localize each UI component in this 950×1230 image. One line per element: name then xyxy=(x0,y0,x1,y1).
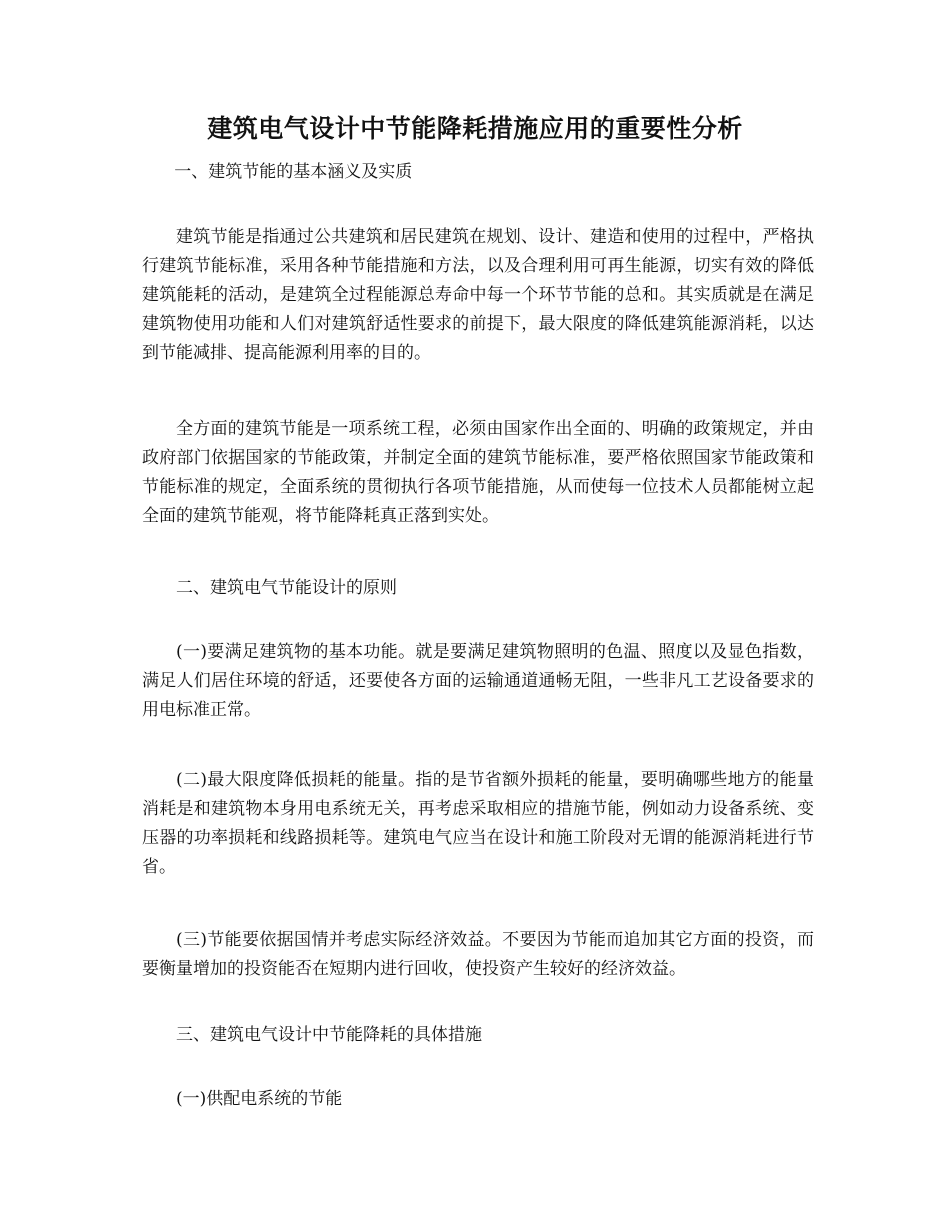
paragraph-3: (一)要满足建筑物的基本功能。就是要满足建筑物照明的色温、照度以及显色指数，满足人们居住环境的舒适，还要使各方面的运输通道通畅无阻，一些非凡工艺设备要求的用电标准正常。 xyxy=(142,642,814,720)
section-heading-2: 二、建筑电气节能设计的原则 xyxy=(176,578,397,598)
paragraph-4: (二)最大限度降低损耗的能量。指的是节省额外损耗的能量，要明确哪些地方的能量消耗是和建筑物本身用电系统无关，再考虑采取相应的措施节能，例如动力设备系统、变压器的功率损耗和线路损耗等。建筑电气应当在设计和施工阶段对无谓的能源消耗进行节省。 xyxy=(142,770,814,877)
section-heading-1: 一、建筑节能的基本涵义及实质 xyxy=(174,162,413,182)
paragraph-1: 建筑节能是指通过公共建筑和居民建筑在规划、设计、建造和使用的过程中，严格执行建筑节能标准，采用各种节能措施和方法，以及合理利用可再生能源，切实有效的降低建筑能耗的活动，是建筑全过程能源总寿命中每一个环节节能的总和。其实质就是在满足建筑物使用功能和人们对建筑舒适性要求的前提下，最大限度的降低建筑能源消耗，以达到节能减排、提高能源利用率的目的。 xyxy=(142,227,814,363)
paragraph-2: 全方面的建筑节能是一项系统工程，必须由国家作出全面的、明确的政策规定，并由政府部门依据国家的节能政策，并制定全面的建筑节能标准，要严格依照国家节能政策和节能标准的规定，全面系统的贯彻执行各项节能措施，从而使每一位技术人员都能树立起全面的建筑节能观，将节能降耗真正落到实处。 xyxy=(142,419,814,526)
paragraph-5: (三)节能要依据国情并考虑实际经济效益。不要因为节能而追加其它方面的投资，而要衡量增加的投资能否在短期内进行回收，使投资产生较好的经济效益。 xyxy=(142,930,814,979)
subsection-heading-1: (一)供配电系统的节能 xyxy=(176,1089,343,1109)
document-title: 建筑电气设计中节能降耗措施应用的重要性分析 xyxy=(207,114,743,143)
section-heading-3: 三、建筑电气设计中节能降耗的具体措施 xyxy=(176,1025,482,1045)
